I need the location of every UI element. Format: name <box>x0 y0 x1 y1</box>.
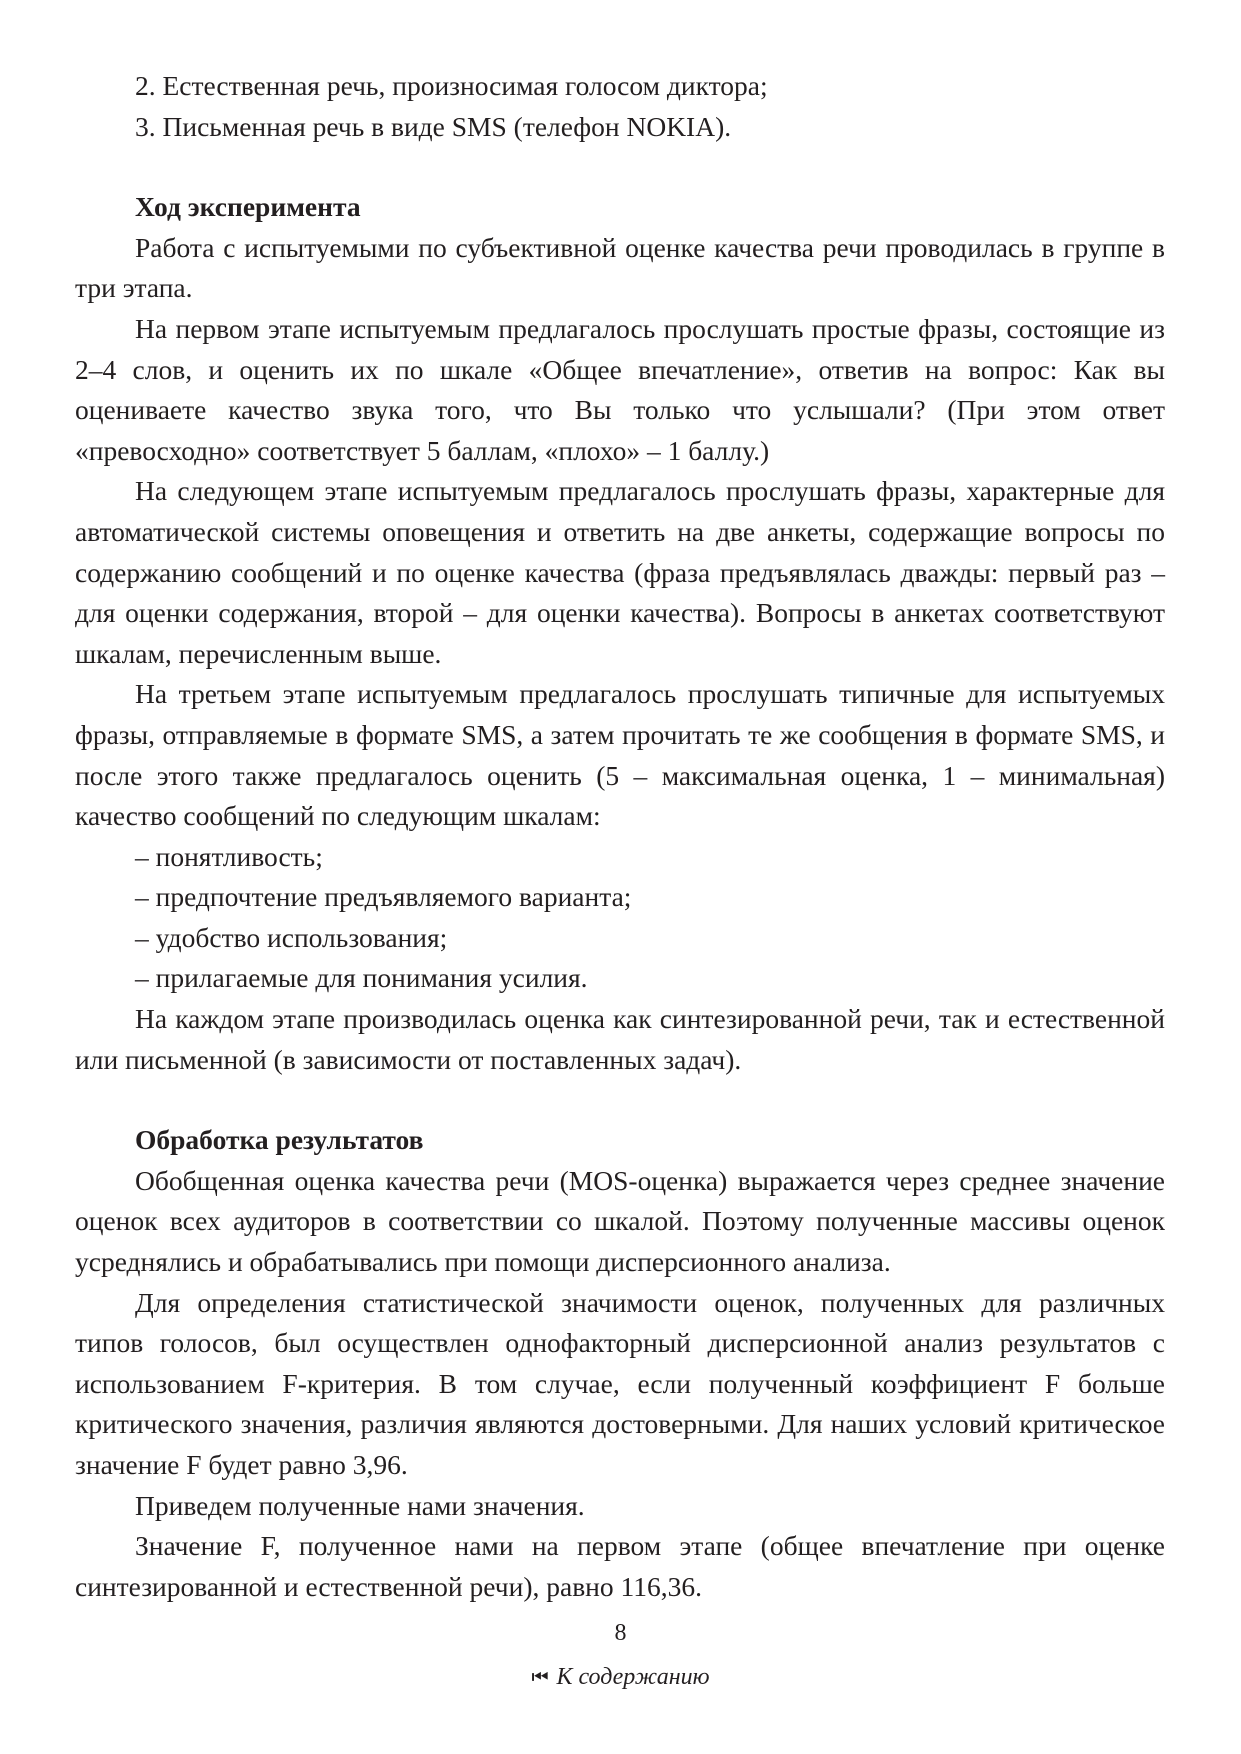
toc-link-label: К содержанию <box>556 1664 710 1690</box>
scale-list-item: – понятливость; <box>135 840 323 872</box>
paragraph: На следующем этапе испытуемым предлагалось прослушать фразы, характерные для автоматической системы оповещения и ответить на две анкеты, содержащие вопросы по содержанию сообщений и по оценке качества (фраза предъявлялась дважды: первый раз – для оценки содержания, второй – для оценки качества). Вопросы в анкетах соответствуют шкалам, перечисленным выше. <box>75 475 1165 669</box>
section-heading-results: Обработка результатов <box>135 1124 424 1156</box>
paragraph: Работа с испытуемыми по субъективной оценке качества речи проводилась в группе в три этапа. <box>75 231 1165 304</box>
section-heading-experiment: Ход эксперимента <box>135 191 361 223</box>
paragraph: Для определения статистической значимости оценок, полученных для различных типов голосов, был осуществлен однофакторный дисперсионной анализ результатов с использованием F-критерия. В том случае, если полученный коэффициент F больше критического значения, различия являются достоверными. Для наших условий критическое значение F будет равно 3,96. <box>75 1286 1165 1480</box>
paragraph: На первом этапе испытуемым предлагалось прослушать простые фразы, состоящие из 2–4 слов, и оценить их по шкале «Общее впечатление», ответив на вопрос: Как вы оцениваете качество звука того, что Вы только что услышали? (При этом ответ «превосходно» соответствует 5 баллам, «плохо» – 1 баллу.) <box>75 312 1165 466</box>
paragraph: На третьем этапе испытуемым предлагалось прослушать типичные для испытуемых фразы, отправляемые в формате SMS, а затем прочитать те же сообщения в формате SMS, и после этого также предлагалось оценить (5 – максимальная оценка, 1 – минимальная) качество сообщений по следующим шкалам: <box>75 678 1165 832</box>
table-of-contents-link[interactable] <box>0 1664 1241 1691</box>
paragraph: Значение F, полученное нами на первом этапе (общее впечатление при оценке синтезированной и естественной речи), равно 116,36. <box>75 1530 1165 1602</box>
list-item: 3. Письменная речь в виде SMS (телефон NOKIA). <box>135 110 732 142</box>
skip-back-icon: ⏮ <box>531 1667 549 1688</box>
scale-list-item: – предпочтение предъявляемого варианта; <box>135 881 632 913</box>
scale-list-item: – прилагаемые для понимания усилия. <box>135 962 588 994</box>
document-page <box>75 66 1165 1607</box>
paragraph: Обобщенная оценка качества речи (MOS-оценка) выражается через среднее значение оценок всех аудиторов в соответствии со шкалой. Поэтому полученные массивы оценок усреднялись и обрабатывались при помощи дисперсионного анализа. <box>75 1164 1165 1278</box>
scale-list-item: – удобство использования; <box>135 921 448 953</box>
list-item: 2. Естественная речь, произносимая голосом диктора; <box>135 70 768 101</box>
page-number: 8 <box>614 1620 627 1646</box>
paragraph: На каждом этапе производилась оценка как синтезированной речи, так и естественной или письменной (в зависимости от поставленных задач). <box>75 1003 1165 1075</box>
paragraph: Приведем полученные нами значения. <box>135 1489 585 1521</box>
